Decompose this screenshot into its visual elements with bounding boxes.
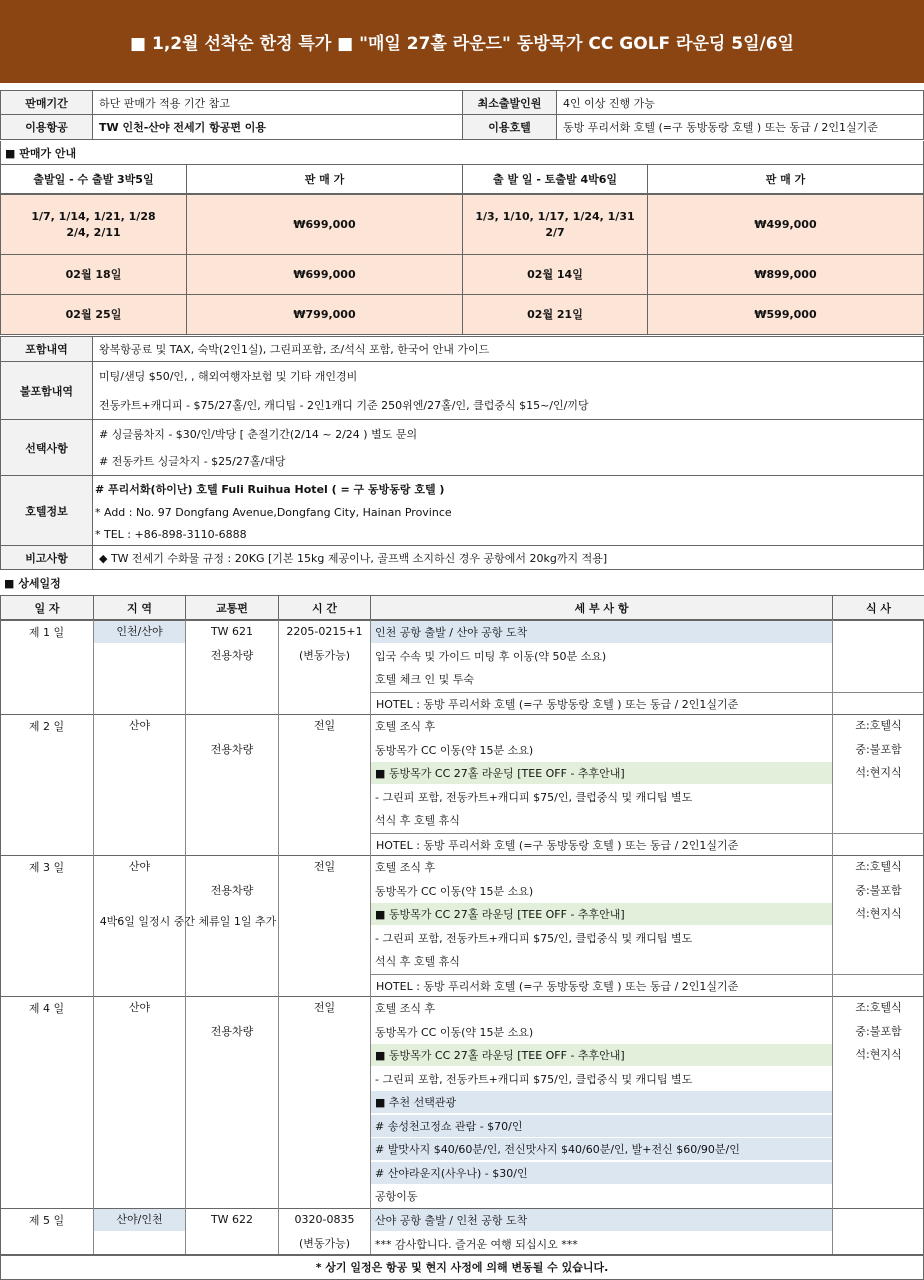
schedule-header: 지 역	[93, 595, 186, 620]
day-label: 제 3 일	[28, 861, 65, 874]
page-title: ■ 1,2월 선착순 한정 특가 ■ "매일 27홀 라운드" 동방목가 CC GOLF 라운딩 5일/6일	[0, 0, 924, 83]
hotel-line: HOTEL : 동방 푸리서화 호텔 (=구 동방동랑 호텔 ) 또는 동급 / 2인1실기준	[370, 974, 924, 996]
schedule-detail-line: 호텔 조식 후	[375, 1002, 436, 1015]
column-divider	[93, 996, 94, 1208]
hotel-info-value	[92, 475, 924, 546]
option-label: 선택사항	[0, 419, 93, 476]
sale-period-label: 판매기간	[0, 90, 93, 115]
min-people-value: 4인 이상 진행 가능	[556, 90, 924, 115]
schedule-detail-line: ■ 동방목가 CC 27홀 라운딩 [TEE OFF - 추후안내]	[371, 762, 832, 784]
sale-period-value: 하단 판매가 적용 기간 참고	[92, 90, 463, 115]
departure-date: 02월 25일	[0, 294, 187, 335]
price-header: 출 발 일 - 토출발 4박6일	[462, 164, 648, 194]
transport: TW 622	[210, 1213, 254, 1226]
schedule-detail-line: - 그린피 포함, 전동카트+캐디피 $75/인, 클럽중식 및 캐디팁 별도	[375, 931, 693, 945]
remark-label: 비고사항	[0, 545, 93, 570]
hotel-label: 이용호텔	[462, 114, 557, 140]
meal: 석:현지식	[855, 907, 902, 920]
hotel-line: HOTEL : 동방 푸리서화 호텔 (=구 동방동랑 호텔 ) 또는 동급 / 2인1실기준	[370, 692, 924, 714]
schedule-detail-line: ■ 동방목가 CC 27홀 라운딩 [TEE OFF - 추후안내]	[371, 1044, 832, 1066]
exclude-line: 미팅/샌딩 $50/인, , 해외여행자보험 및 기타 개인경비	[99, 370, 358, 384]
schedule-detail-line: 호텔 조식 후	[375, 720, 436, 733]
price-value: ₩699,000	[186, 254, 463, 295]
schedule-header: 일 자	[0, 595, 94, 620]
price-value: ₩699,000	[186, 194, 463, 255]
region: 산야	[128, 1001, 151, 1014]
region: 산야	[128, 719, 151, 732]
schedule-detail-line: 동방목가 CC 이동(약 15분 소요)	[375, 743, 534, 757]
schedule-detail-line: 입국 수속 및 가이드 미팅 후 이동(약 50분 소요)	[375, 649, 607, 663]
price-section-title: ■ 판매가 안내	[0, 141, 924, 165]
exclude-value	[92, 361, 924, 420]
exclude-label: 불포함내역	[0, 361, 93, 420]
transport: 전용차량	[210, 648, 254, 662]
schedule-section-title: ■ 상세일정	[4, 577, 61, 590]
option-line: # 싱글룸차지 - $30/인/박당 [ 춘절기간(2/14 ~ 2/24 ) 별도 문의	[99, 427, 418, 441]
schedule-detail-line: # 발맛사지 $40/60분/인, 전신맛사지 $40/60분/인, 발+전신 $60/90분/인	[371, 1138, 832, 1160]
day-label: 제 2 일	[28, 720, 65, 733]
transport: 전용차량	[210, 742, 254, 756]
time: 0320-0835	[294, 1213, 355, 1226]
schedule-detail-line: 공항이동	[375, 1190, 418, 1203]
airline-label: 이용항공	[0, 114, 93, 140]
airline-value: TW 인천-산야 전세기 항공편 이용	[92, 114, 463, 140]
column-divider	[185, 714, 186, 855]
price-value: ₩899,000	[647, 254, 924, 295]
remark-value: ◆ TW 전세기 수화물 규정 : 20KG [기본 15kg 제공이나, 골프백 소지하신 경우 공항에서 20kg까지 적용]	[92, 545, 924, 570]
time: 전일	[313, 1001, 336, 1014]
schedule-detail-line: *** 감사합니다. 즐거운 여행 되십시오 ***	[375, 1237, 578, 1251]
region: 산야/인천	[94, 1209, 185, 1231]
schedule-detail-line: 석식 후 호텔 휴식	[375, 955, 460, 968]
departure-date: 02월 18일	[0, 254, 187, 295]
schedule-detail-line: - 그린피 포함, 전동카트+캐디피 $75/인, 클럽중식 및 캐디팁 별도	[375, 1072, 693, 1086]
transport: TW 621	[210, 625, 254, 638]
time: 전일	[313, 719, 336, 732]
day-label: 제 5 일	[28, 1214, 65, 1227]
min-people-label: 최소출발인원	[462, 90, 557, 115]
time: 전일	[313, 860, 336, 873]
departure-date: 1/7, 1/14, 1/21, 1/28 2/4, 2/11	[0, 194, 187, 255]
departure-date: 02월 14일	[462, 254, 648, 295]
schedule-detail-line: 동방목가 CC 이동(약 15분 소요)	[375, 1025, 534, 1039]
include-label: 포함내역	[0, 336, 93, 362]
price-value: ₩799,000	[186, 294, 463, 335]
hotel-tel: * TEL : +86-898-3110-6888	[95, 527, 247, 541]
price-value: ₩499,000	[647, 194, 924, 255]
price-value: ₩599,000	[647, 294, 924, 335]
hotel-address: * Add : No. 97 Dongfang Avenue,Dongfang City, Hainan Province	[95, 505, 452, 519]
time: (변동가능)	[298, 1236, 351, 1250]
price-header: 출발일 - 수 출발 3박5일	[0, 164, 187, 194]
region: 산야	[128, 860, 151, 873]
option-value	[92, 419, 924, 476]
day-label: 제 1 일	[28, 626, 65, 639]
hotel-info-label: 호텔정보	[0, 475, 93, 546]
departure-date: 1/3, 1/10, 1/17, 1/24, 1/31 2/7	[462, 194, 648, 255]
schedule-detail-line: 석식 후 호텔 휴식	[375, 814, 460, 827]
meal: 석:현지식	[855, 1048, 902, 1061]
time: (변동가능)	[298, 648, 351, 662]
option-line: # 전동카트 싱글차지 - $25/27홀/대당	[99, 455, 286, 469]
footer-note: * 상기 일정은 항공 및 현지 사정에 의해 변동될 수 있습니다.	[0, 1254, 924, 1280]
schedule-detail-line: # 송성천고정쇼 관람 - $70/인	[371, 1115, 832, 1137]
hotel-name: # 푸리서화(하이난) 호텔 Fuli Ruihua Hotel ( = 구 동방동랑 호텔 )	[95, 482, 445, 496]
meal: 중:불포함	[855, 742, 902, 756]
schedule-detail-line: 동방목가 CC 이동(약 15분 소요)	[375, 884, 534, 898]
meal: 중:불포함	[855, 1024, 902, 1038]
price-header: 판 매 가	[186, 164, 463, 194]
schedule-header: 식 사	[832, 595, 924, 620]
schedule-detail-line: 인천 공항 출발 / 산야 공항 도착	[371, 621, 832, 643]
schedule-detail-line: - 그린피 포함, 전동카트+캐디피 $75/인, 클럽중식 및 캐디팁 별도	[375, 790, 693, 804]
time: 2205-0215+1	[286, 625, 363, 638]
hotel-line: HOTEL : 동방 푸리서화 호텔 (=구 동방동랑 호텔 ) 또는 동급 / 2인1실기준	[370, 833, 924, 855]
schedule-note: 4박6일 일정시 중간 체류일 1일 추가	[99, 915, 277, 928]
departure-date: 02월 21일	[462, 294, 648, 335]
column-divider	[278, 996, 279, 1208]
schedule-detail-line: # 산야라운지(사우나) - $30/인	[371, 1162, 832, 1184]
transport: 전용차량	[210, 883, 254, 897]
column-divider	[832, 1208, 833, 1255]
region: 인천/산야	[94, 621, 185, 643]
meal: 석:현지식	[855, 766, 902, 779]
meal: 조:호텔식	[855, 1001, 902, 1014]
schedule-detail-line: 호텔 조식 후	[375, 861, 436, 874]
schedule-header: 시 간	[278, 595, 371, 620]
hotel-value: 동방 푸리서화 호텔 (=구 동방동랑 호텔 ) 또는 동급 / 2인1실기준	[556, 114, 924, 140]
schedule-header: 세 부 사 항	[370, 595, 833, 620]
transport: 전용차량	[210, 1024, 254, 1038]
schedule-detail-line: 산야 공항 출발 / 인천 공항 도착	[371, 1209, 832, 1231]
meal: 중:불포함	[855, 883, 902, 897]
price-header: 판 매 가	[647, 164, 924, 194]
include-value: 왕복항공료 및 TAX, 숙박(2인1실), 그린피포함, 조/석식 포함, 한국어 안내 가이드	[92, 336, 924, 362]
schedule-detail-line: 호텔 체크 인 및 투숙	[375, 673, 474, 686]
exclude-line: 전동카트+캐디피 - $75/27홀/인, 캐디팁 - 2인1캐디 기준 250위엔/27홀/인, 클럽중식 $15~/인/끼당	[99, 398, 589, 412]
schedule-header: 교통편	[185, 595, 279, 620]
schedule-detail-line: ■ 추천 선택관광	[371, 1091, 832, 1113]
meal: 조:호텔식	[855, 719, 902, 732]
meal: 조:호텔식	[855, 860, 902, 873]
day-label: 제 4 일	[28, 1002, 65, 1015]
schedule-detail-line: ■ 동방목가 CC 27홀 라운딩 [TEE OFF - 추후안내]	[371, 903, 832, 925]
